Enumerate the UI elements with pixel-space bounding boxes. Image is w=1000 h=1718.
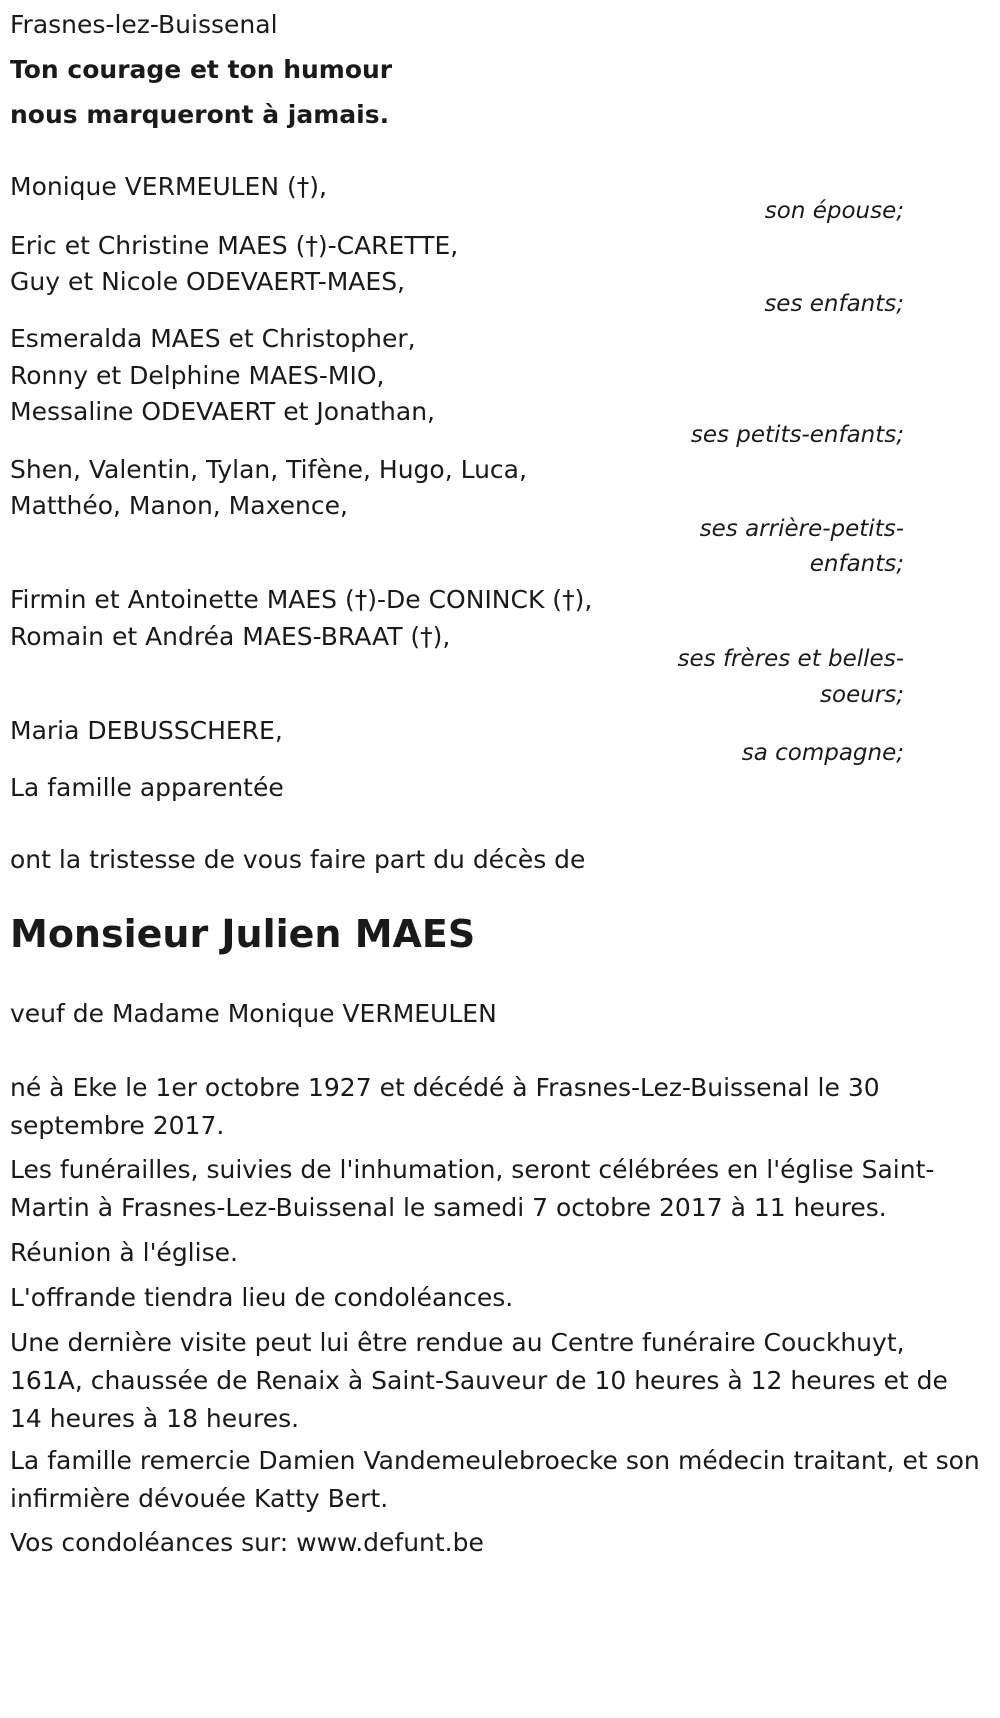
announcement-text: ont la tristesse de vous faire part du décès de xyxy=(10,845,586,874)
motto-line-1: Ton courage et ton humour xyxy=(10,55,393,84)
family-name: Shen, Valentin, Tylan, Tifène, Hugo, Luca, xyxy=(10,455,527,484)
widower-of: veuf de Madame Monique VERMEULEN xyxy=(10,999,497,1028)
extended-family: La famille apparentée xyxy=(10,773,284,802)
family-role: ses petits-enfants; xyxy=(690,422,904,448)
family-name: Eric et Christine MAES (†)-CARETTE, xyxy=(10,231,459,260)
family-role: ses frères et belles- xyxy=(677,646,904,672)
offering-paragraph: L'offrande tiendra lieu de condoléances. xyxy=(10,1283,514,1312)
gathering-paragraph: Réunion à l'église. xyxy=(10,1238,238,1267)
family-role: son épouse; xyxy=(764,198,904,224)
family-name: Esmeralda MAES et Christopher, xyxy=(10,324,416,353)
family-name: Firmin et Antoinette MAES (†)-De CONINCK (†), xyxy=(10,585,593,614)
family-name: Maria DEBUSSCHERE, xyxy=(10,716,283,745)
condolences-link-text[interactable]: Vos condoléances sur: www.defunt.be xyxy=(10,1528,484,1557)
family-name: Messaline ODEVAERT et Jonathan, xyxy=(10,397,435,426)
family-role: enfants; xyxy=(809,551,904,577)
family-name: Romain et Andréa MAES-BRAAT (†), xyxy=(10,622,451,651)
family-role: soeurs; xyxy=(820,682,904,708)
thanks-paragraph: La famille remercie Damien Vandemeulebroecke son médecin traitant, et son infirmière dévouée Katty Bert. xyxy=(10,1446,980,1513)
family-name: Monique VERMEULEN (†), xyxy=(10,172,327,201)
family-role: ses enfants; xyxy=(764,291,904,317)
family-role: sa compagne; xyxy=(741,740,904,766)
visit-paragraph: Une dernière visite peut lui être rendue au Centre funéraire Couckhuyt, 161A, chaussée de Renaix à Saint-Sauveur de 10 heures à 12 heures et de 14 heures à 18 heures. xyxy=(10,1328,948,1433)
family-name: Guy et Nicole ODEVAERT-MAES, xyxy=(10,267,406,296)
funeral-paragraph: Les funérailles, suivies de l'inhumation, seront célébrées en l'église Saint-Martin à Frasnes-Lez-Buissenal le samedi 7 octobre 2017 à 11 heures. xyxy=(10,1155,935,1222)
family-name: Ronny et Delphine MAES-MIO, xyxy=(10,361,385,390)
motto-line-2: nous marqueront à jamais. xyxy=(10,100,390,129)
birth-death-paragraph: né à Eke le 1er octobre 1927 et décédé à Frasnes-Lez-Buissenal le 30 septembre 2017. xyxy=(10,1073,880,1140)
family-role: ses arrière-petits- xyxy=(699,516,904,542)
deceased-name: Monsieur Julien MAES xyxy=(10,912,476,956)
place-name: Frasnes-lez-Buissenal xyxy=(10,10,278,39)
family-name: Matthéo, Manon, Maxence, xyxy=(10,491,348,520)
